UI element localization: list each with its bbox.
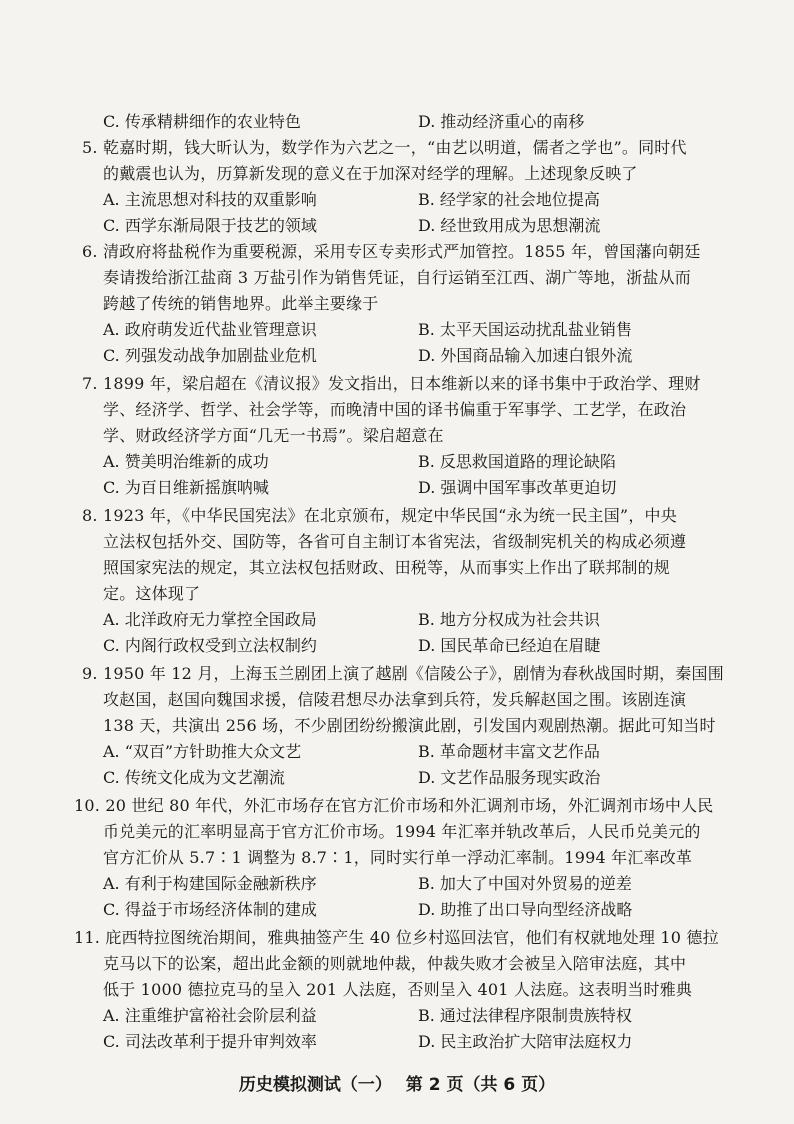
q6-option-c: C. 列强发动战争加剧盐业危机 <box>103 346 317 365</box>
q4-option-c: C. 传承精耕细作的农业特色 <box>103 112 301 131</box>
q7-option-b: B. 反思救国道路的理论缺陷 <box>418 452 616 471</box>
q6-option-d: D. 外国商品输入加速白银外流 <box>418 346 633 365</box>
q6-line-1: 6. 清政府将盐税作为重要税源，采用专区专卖形式严加管控。1855 年，曾国藩向朝廷 <box>82 242 701 261</box>
q5-option-c: C. 西学东渐局限于技艺的领域 <box>103 216 317 235</box>
q11-option-c: C. 司法改革利于提升审判效率 <box>103 1032 317 1051</box>
q5-option-d: D. 经世致用成为思想潮流 <box>418 216 601 235</box>
exam-title: 历史模拟测试（一） <box>238 1075 392 1095</box>
q10-option-d: D. 助推了出口导向型经济战略 <box>418 900 633 919</box>
q9-option-b: B. 革命题材丰富文艺作品 <box>418 742 600 761</box>
q5-option-a: A. 主流思想对科技的双重影响 <box>103 190 317 209</box>
q5-line-1: 5. 乾嘉时期，钱大昕认为，数学作为六艺之一，“由艺以明道，儒者之学也”。同时代 <box>82 138 687 157</box>
q9-option-c: C. 传统文化成为文艺潮流 <box>103 768 285 787</box>
q6-line-3: 跨越了传统的销售地界。此举主要缘于 <box>103 294 379 313</box>
q10-line-3: 官方汇价从 5.7∶1 调整为 8.7∶1，同时实行单一浮动汇率制。1994 年汇率改革 <box>103 848 693 867</box>
q10-option-a: A. 有利于构建国际金融新秩序 <box>103 874 317 893</box>
q7-line-3: 学、财政经济学方面“几无一书焉”。梁启超意在 <box>103 426 444 445</box>
q11-option-d: D. 民主政治扩大陪审法庭权力 <box>418 1032 633 1051</box>
q7-option-d: D. 强调中国军事改革更迫切 <box>418 478 617 497</box>
q9-line-1: 9. 1950 年 12 月，上海玉兰剧团上演了越剧《信陵公子》，剧情为春秋战国时期，秦国围 <box>82 664 724 683</box>
q11-option-a: A. 注重维护富裕社会阶层利益 <box>103 1006 317 1025</box>
page-number: 第 2 页（共 6 页） <box>405 1075 556 1095</box>
q8-line-4: 定。这体现了 <box>103 584 201 603</box>
q10-option-c: C. 得益于市场经济体制的建成 <box>103 900 317 919</box>
q6-line-2: 奏请拨给浙江盐商 3 万盐引作为销售凭证，自行运销至江西、湖广等地，浙盐从而 <box>103 268 691 287</box>
q6-option-b: B. 太平天国运动扰乱盐业销售 <box>418 320 632 339</box>
q4-option-d: D. 推动经济重心的南移 <box>418 112 585 131</box>
q7-line-1: 7. 1899 年，梁启超在《清议报》发文指出，日本维新以来的译书集中于政治学、理财 <box>82 374 701 393</box>
q8-option-b: B. 地方分权成为社会共识 <box>418 610 600 629</box>
q5-option-b: B. 经学家的社会地位提高 <box>418 190 600 209</box>
q11-line-3: 低于 1000 德拉克马的呈入 201 人法庭，否则呈入 401 人法庭。这表明当时雅典 <box>103 980 693 999</box>
q7-option-c: C. 为百日维新摇旗呐喊 <box>103 478 269 497</box>
q8-option-d: D. 国民革命已经迫在眉睫 <box>418 636 601 655</box>
page-footer <box>0 1070 794 1095</box>
q8-option-a: A. 北洋政府无力掌控全国政局 <box>103 610 317 629</box>
q5-line-2: 的戴震也认为，历算新发现的意义在于加深对经学的理解。上述现象反映了 <box>103 164 638 183</box>
q9-option-a: A. “双百”方针助推大众文艺 <box>103 742 302 761</box>
q7-line-2: 学、经济学、哲学、社会学等，而晚清中国的译书偏重于军事学、工艺学，在政治 <box>103 400 687 419</box>
q10-line-1: 10. 20 世纪 80 年代，外汇市场存在官方汇价市场和外汇调剂市场，外汇调剂市场中人民 <box>74 796 714 815</box>
q11-line-1: 11. 庇西特拉图统治期间，雅典抽签产生 40 位乡村巡回法官，他们有权就地处理 10 德拉 <box>74 928 719 947</box>
q10-option-b: B. 加大了中国对外贸易的逆差 <box>418 874 632 893</box>
q8-option-c: C. 内阁行政权受到立法权制约 <box>103 636 317 655</box>
q8-line-3: 照国家宪法的规定，其立法权包括财政、田税等，从而事实上作出了联邦制的规 <box>103 558 671 577</box>
q9-line-2: 攻赵国，赵国向魏国求援，信陵君想尽办法拿到兵符，发兵解赵国之围。该剧连演 <box>103 690 687 709</box>
q9-line-3: 138 天，共演出 256 场，不少剧团纷纷搬演此剧，引发国内观剧热潮。据此可知当时 <box>103 716 716 735</box>
q8-line-1: 8. 1923 年，《中华民国宪法》在北京颁布，规定中华民国“永为统一民主国”，中央 <box>82 506 677 525</box>
q11-option-b: B. 通过法律程序限制贵族特权 <box>418 1006 632 1025</box>
q10-line-2: 币兑美元的汇率明显高于官方汇价市场。1994 年汇率并轨改革后，人民币兑美元的 <box>103 822 701 841</box>
q8-line-2: 立法权包括外交、国防等，各省可自主制订本省宪法，省级制宪机关的构成必须遵 <box>103 532 687 551</box>
q11-line-2: 克马以下的讼案，超出此金额的则就地仲裁，仲裁失败才会被呈入陪审法庭，其中 <box>103 954 687 973</box>
q6-option-a: A. 政府萌发近代盐业管理意识 <box>103 320 317 339</box>
q9-option-d: D. 文艺作品服务现实政治 <box>418 768 601 787</box>
q7-option-a: A. 赞美明治维新的成功 <box>103 452 269 471</box>
